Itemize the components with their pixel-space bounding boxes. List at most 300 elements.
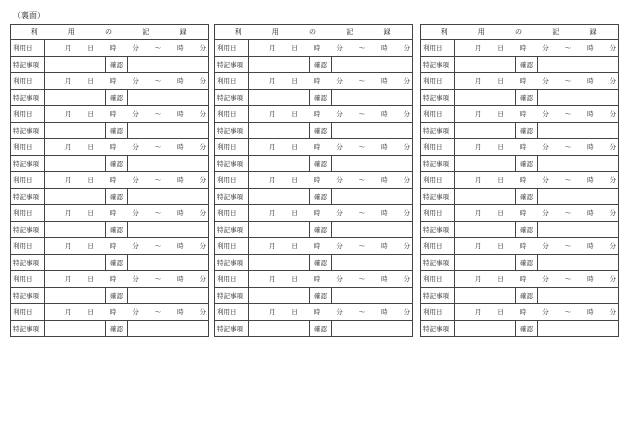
confirm-label: 確認: [310, 188, 332, 205]
time-unit-label: 〜: [154, 275, 162, 284]
special-notes-label: 特記事項: [421, 155, 455, 172]
confirm-field[interactable]: [538, 122, 619, 139]
time-unit-label: 分: [609, 110, 617, 119]
special-notes-label: 特記事項: [421, 221, 455, 238]
special-notes-field[interactable]: [249, 89, 310, 106]
time-unit-label: 時: [381, 77, 388, 86]
time-unit-label: 分: [542, 275, 549, 284]
time-unit-label: 月: [65, 209, 72, 218]
time-unit-label: 月: [65, 143, 72, 152]
time-unit-label: 月: [269, 77, 276, 86]
special-notes-label: 特記事項: [11, 89, 45, 106]
confirm-field[interactable]: [128, 89, 209, 106]
special-notes-field[interactable]: [249, 254, 310, 271]
confirm-label: 確認: [516, 287, 538, 304]
time-unit-label: 時: [381, 110, 388, 119]
time-unit-label: 日: [87, 143, 94, 152]
time-unit-label: 〜: [358, 209, 366, 218]
time-unit-label: 時: [381, 209, 388, 218]
time-unit-label: 分: [336, 308, 343, 317]
special-notes-field[interactable]: [45, 221, 106, 238]
confirm-field[interactable]: [538, 221, 619, 238]
special-notes-field[interactable]: [45, 122, 106, 139]
confirm-field[interactable]: [128, 221, 209, 238]
time-unit-label: 日: [87, 44, 94, 53]
use-date-label: 利用日: [421, 238, 455, 255]
confirm-field[interactable]: [332, 56, 413, 73]
confirm-field[interactable]: [332, 320, 413, 337]
confirm-label: 確認: [310, 56, 332, 73]
special-notes-field[interactable]: [455, 56, 516, 73]
confirm-field[interactable]: [128, 155, 209, 172]
special-notes-label: 特記事項: [11, 155, 45, 172]
use-date-label: 利用日: [421, 106, 455, 123]
time-unit-label: 日: [497, 176, 504, 185]
time-unit-label: 日: [291, 143, 298, 152]
special-notes-label: 特記事項: [11, 56, 45, 73]
time-unit-label: 時: [519, 77, 527, 86]
special-notes-field[interactable]: [455, 89, 516, 106]
use-date-label: 利用日: [11, 73, 45, 90]
use-date-time-field[interactable]: [45, 205, 209, 222]
confirm-label: 確認: [106, 188, 128, 205]
confirm-label: 確認: [106, 287, 128, 304]
use-date-time-field[interactable]: [455, 271, 619, 288]
time-unit-label: 時: [313, 242, 321, 251]
time-unit-label: 分: [542, 110, 549, 119]
special-notes-field[interactable]: [455, 287, 516, 304]
time-unit-label: 分: [132, 275, 139, 284]
use-date-time-field[interactable]: [249, 205, 413, 222]
confirm-field[interactable]: [128, 287, 209, 304]
special-notes-field[interactable]: [45, 287, 106, 304]
time-unit-label: 月: [65, 242, 72, 251]
use-date-label: 利用日: [215, 304, 249, 321]
time-unit-label: 時: [519, 275, 527, 284]
time-unit-label: 時: [109, 275, 117, 284]
table-title: 利 用 の 記 録: [421, 25, 619, 40]
use-date-time-field[interactable]: [249, 304, 413, 321]
time-unit-label: 〜: [358, 143, 366, 152]
time-unit-label: 分: [199, 77, 207, 86]
confirm-label: 確認: [106, 155, 128, 172]
confirm-field[interactable]: [332, 287, 413, 304]
time-unit-label: 時: [109, 44, 117, 53]
use-date-label: 利用日: [215, 106, 249, 123]
time-unit-label: 〜: [358, 77, 366, 86]
table-title: 利 用 の 記 録: [215, 25, 413, 40]
time-unit-label: 日: [87, 110, 94, 119]
time-unit-label: 月: [475, 176, 482, 185]
confirm-field[interactable]: [332, 155, 413, 172]
special-notes-field[interactable]: [249, 320, 310, 337]
confirm-field[interactable]: [538, 320, 619, 337]
time-unit-label: 分: [403, 143, 411, 152]
confirm-field[interactable]: [332, 188, 413, 205]
special-notes-field[interactable]: [249, 122, 310, 139]
time-unit-label: 〜: [564, 308, 572, 317]
confirm-label: 確認: [516, 320, 538, 337]
time-unit-label: 〜: [564, 77, 572, 86]
time-unit-label: 〜: [358, 110, 366, 119]
special-notes-label: 特記事項: [11, 122, 45, 139]
time-unit-label: 時: [177, 209, 184, 218]
time-unit-label: 時: [177, 275, 184, 284]
time-unit-label: 時: [177, 176, 184, 185]
time-unit-label: 分: [609, 275, 617, 284]
special-notes-label: 特記事項: [421, 254, 455, 271]
use-date-time-field[interactable]: [455, 106, 619, 123]
use-date-time-field[interactable]: [249, 271, 413, 288]
special-notes-field[interactable]: [45, 89, 106, 106]
use-date-time-field[interactable]: [455, 139, 619, 156]
time-unit-label: 分: [609, 77, 617, 86]
use-date-time-field[interactable]: [45, 238, 209, 255]
time-unit-label: 分: [199, 110, 207, 119]
time-unit-label: 時: [313, 176, 321, 185]
confirm-field[interactable]: [538, 89, 619, 106]
time-unit-label: 時: [177, 242, 184, 251]
confirm-field[interactable]: [128, 320, 209, 337]
use-date-time-field[interactable]: [249, 73, 413, 90]
time-unit-label: 分: [609, 143, 617, 152]
time-unit-label: 〜: [154, 308, 162, 317]
use-date-label: 利用日: [215, 73, 249, 90]
time-unit-label: 分: [542, 143, 549, 152]
back-side-note: （裏面）: [13, 11, 45, 20]
confirm-label: 確認: [516, 56, 538, 73]
time-unit-label: 時: [109, 308, 117, 317]
special-notes-field[interactable]: [249, 188, 310, 205]
time-unit-label: 月: [65, 44, 72, 53]
special-notes-label: 特記事項: [421, 188, 455, 205]
use-date-label: 利用日: [215, 172, 249, 189]
use-date-label: 利用日: [11, 304, 45, 321]
time-unit-label: 時: [177, 143, 184, 152]
use-date-label: 利用日: [11, 106, 45, 123]
time-unit-label: 時: [587, 176, 594, 185]
time-unit-label: 分: [542, 44, 549, 53]
time-unit-label: 分: [199, 209, 207, 218]
time-unit-label: 〜: [154, 176, 162, 185]
special-notes-label: 特記事項: [11, 188, 45, 205]
time-unit-label: 分: [403, 77, 411, 86]
time-unit-label: 分: [403, 176, 411, 185]
time-unit-label: 日: [87, 275, 94, 284]
time-unit-label: 時: [109, 77, 117, 86]
time-unit-label: 時: [313, 143, 321, 152]
time-unit-label: 分: [199, 44, 207, 53]
time-unit-label: 月: [269, 275, 276, 284]
use-date-time-field[interactable]: [249, 40, 413, 57]
time-unit-label: 分: [132, 77, 139, 86]
special-notes-label: 特記事項: [421, 287, 455, 304]
confirm-field[interactable]: [538, 287, 619, 304]
use-date-label: 利用日: [215, 205, 249, 222]
time-unit-label: 時: [109, 209, 117, 218]
time-unit-label: 時: [587, 44, 594, 53]
time-unit-label: 分: [199, 242, 207, 251]
confirm-label: 確認: [106, 122, 128, 139]
time-unit-label: 月: [475, 44, 482, 53]
confirm-field[interactable]: [538, 254, 619, 271]
time-unit-label: 〜: [564, 44, 572, 53]
time-unit-label: 月: [269, 209, 276, 218]
time-unit-label: 〜: [154, 209, 162, 218]
confirm-label: 確認: [106, 89, 128, 106]
use-date-label: 利用日: [11, 172, 45, 189]
time-unit-label: 〜: [564, 242, 572, 251]
time-unit-label: 日: [291, 308, 298, 317]
confirm-label: 確認: [310, 155, 332, 172]
time-unit-label: 分: [336, 44, 343, 53]
time-unit-label: 時: [177, 110, 184, 119]
time-unit-label: 月: [269, 308, 276, 317]
time-unit-label: 時: [587, 242, 594, 251]
confirm-field[interactable]: [538, 188, 619, 205]
confirm-label: 確認: [310, 254, 332, 271]
use-date-time-field[interactable]: [45, 73, 209, 90]
time-unit-label: 分: [199, 275, 207, 284]
time-unit-label: 〜: [564, 209, 572, 218]
time-unit-label: 時: [381, 242, 388, 251]
time-unit-label: 〜: [358, 44, 366, 53]
time-unit-label: 月: [475, 143, 482, 152]
confirm-field[interactable]: [332, 89, 413, 106]
time-unit-label: 〜: [154, 110, 162, 119]
usage-record-table: [420, 24, 619, 337]
time-unit-label: 分: [609, 209, 617, 218]
special-notes-field[interactable]: [249, 56, 310, 73]
use-date-time-field[interactable]: [249, 238, 413, 255]
use-date-label: 利用日: [11, 271, 45, 288]
special-notes-field[interactable]: [249, 155, 310, 172]
use-date-label: 利用日: [421, 172, 455, 189]
time-unit-label: 分: [336, 242, 343, 251]
special-notes-field[interactable]: [455, 320, 516, 337]
time-unit-label: 分: [336, 143, 343, 152]
special-notes-label: 特記事項: [215, 221, 249, 238]
time-unit-label: 月: [65, 275, 72, 284]
time-unit-label: 分: [609, 176, 617, 185]
use-date-time-field[interactable]: [455, 73, 619, 90]
use-date-time-field[interactable]: [455, 304, 619, 321]
time-unit-label: 時: [177, 308, 184, 317]
time-unit-label: 時: [313, 44, 321, 53]
time-unit-label: 〜: [154, 44, 162, 53]
time-unit-label: 日: [291, 275, 298, 284]
time-unit-label: 月: [269, 44, 276, 53]
special-notes-field[interactable]: [45, 254, 106, 271]
special-notes-field[interactable]: [45, 320, 106, 337]
time-unit-label: 日: [497, 44, 504, 53]
time-unit-label: 月: [65, 77, 72, 86]
time-unit-label: 日: [87, 209, 94, 218]
time-unit-label: 月: [269, 176, 276, 185]
time-unit-label: 分: [132, 308, 139, 317]
confirm-field[interactable]: [538, 155, 619, 172]
time-unit-label: 分: [132, 143, 139, 152]
time-unit-label: 日: [497, 275, 504, 284]
time-unit-label: 日: [497, 110, 504, 119]
use-date-time-field[interactable]: [45, 304, 209, 321]
use-date-time-field[interactable]: [249, 106, 413, 123]
special-notes-field[interactable]: [249, 287, 310, 304]
special-notes-field[interactable]: [455, 221, 516, 238]
use-date-time-field[interactable]: [455, 40, 619, 57]
usage-record-forms: [10, 24, 618, 333]
confirm-field[interactable]: [128, 254, 209, 271]
confirm-label: 確認: [516, 89, 538, 106]
time-unit-label: 時: [313, 77, 321, 86]
time-unit-label: 分: [336, 77, 343, 86]
time-unit-label: 時: [587, 209, 594, 218]
time-unit-label: 分: [403, 308, 411, 317]
special-notes-field[interactable]: [249, 221, 310, 238]
usage-record-table: [214, 24, 413, 337]
time-unit-label: 月: [475, 242, 482, 251]
confirm-field[interactable]: [332, 221, 413, 238]
confirm-label: 確認: [516, 122, 538, 139]
time-unit-label: 時: [109, 110, 117, 119]
special-notes-label: 特記事項: [421, 56, 455, 73]
use-date-time-field[interactable]: [455, 238, 619, 255]
time-unit-label: 分: [542, 176, 549, 185]
special-notes-field[interactable]: [455, 188, 516, 205]
time-unit-label: 日: [497, 209, 504, 218]
special-notes-field[interactable]: [455, 155, 516, 172]
special-notes-label: 特記事項: [215, 56, 249, 73]
confirm-field[interactable]: [332, 122, 413, 139]
time-unit-label: 〜: [564, 275, 572, 284]
special-notes-field[interactable]: [455, 122, 516, 139]
time-unit-label: 月: [475, 308, 482, 317]
time-unit-label: 分: [542, 209, 549, 218]
time-unit-label: 分: [542, 308, 549, 317]
time-unit-label: 時: [177, 77, 184, 86]
time-unit-label: 時: [519, 176, 527, 185]
confirm-field[interactable]: [332, 254, 413, 271]
time-unit-label: 日: [87, 242, 94, 251]
time-unit-label: 分: [132, 209, 139, 218]
use-date-time-field[interactable]: [45, 271, 209, 288]
use-date-time-field[interactable]: [45, 40, 209, 57]
time-unit-label: 時: [381, 275, 388, 284]
special-notes-label: 特記事項: [215, 89, 249, 106]
special-notes-label: 特記事項: [215, 188, 249, 205]
use-date-time-field[interactable]: [45, 106, 209, 123]
confirm-label: 確認: [516, 188, 538, 205]
usage-record-table: [10, 24, 209, 337]
time-unit-label: 月: [65, 110, 72, 119]
special-notes-label: 特記事項: [11, 221, 45, 238]
time-unit-label: 時: [313, 308, 321, 317]
time-unit-label: 月: [475, 77, 482, 86]
use-date-label: 利用日: [421, 73, 455, 90]
use-date-label: 利用日: [11, 205, 45, 222]
confirm-label: 確認: [106, 221, 128, 238]
use-date-time-field[interactable]: [249, 172, 413, 189]
use-date-label: 利用日: [421, 304, 455, 321]
confirm-label: 確認: [310, 122, 332, 139]
time-unit-label: 時: [519, 308, 527, 317]
time-unit-label: 分: [336, 275, 343, 284]
time-unit-label: 〜: [564, 143, 572, 152]
special-notes-label: 特記事項: [421, 89, 455, 106]
special-notes-label: 特記事項: [421, 122, 455, 139]
time-unit-label: 時: [109, 242, 117, 251]
time-unit-label: 〜: [358, 176, 366, 185]
time-unit-label: 分: [403, 242, 411, 251]
time-unit-label: 時: [313, 275, 321, 284]
special-notes-field[interactable]: [45, 188, 106, 205]
special-notes-field[interactable]: [455, 254, 516, 271]
time-unit-label: 時: [587, 275, 594, 284]
time-unit-label: 分: [403, 110, 411, 119]
time-unit-label: 分: [132, 110, 139, 119]
time-unit-label: 日: [497, 143, 504, 152]
use-date-time-field[interactable]: [455, 205, 619, 222]
time-unit-label: 月: [269, 110, 276, 119]
time-unit-label: 時: [587, 110, 594, 119]
time-unit-label: 分: [609, 44, 617, 53]
use-date-label: 利用日: [421, 40, 455, 57]
confirm-field[interactable]: [128, 122, 209, 139]
special-notes-field[interactable]: [45, 155, 106, 172]
confirm-field[interactable]: [128, 56, 209, 73]
time-unit-label: 日: [291, 77, 298, 86]
special-notes-field[interactable]: [45, 56, 106, 73]
use-date-label: 利用日: [215, 238, 249, 255]
time-unit-label: 月: [65, 308, 72, 317]
time-unit-label: 時: [381, 308, 388, 317]
use-date-label: 利用日: [11, 139, 45, 156]
time-unit-label: 時: [587, 308, 594, 317]
time-unit-label: 分: [609, 242, 617, 251]
use-date-label: 利用日: [215, 40, 249, 57]
use-date-time-field[interactable]: [45, 139, 209, 156]
use-date-time-field[interactable]: [455, 172, 619, 189]
confirm-field[interactable]: [538, 56, 619, 73]
confirm-field[interactable]: [128, 188, 209, 205]
time-unit-label: 月: [475, 110, 482, 119]
time-unit-label: 日: [291, 44, 298, 53]
time-unit-label: 〜: [564, 176, 572, 185]
time-unit-label: 分: [403, 209, 411, 218]
time-unit-label: 時: [381, 143, 388, 152]
time-unit-label: 〜: [154, 77, 162, 86]
confirm-label: 確認: [310, 320, 332, 337]
time-unit-label: 日: [87, 308, 94, 317]
time-unit-label: 分: [199, 308, 207, 317]
time-unit-label: 日: [291, 110, 298, 119]
time-unit-label: 時: [519, 110, 527, 119]
time-unit-label: 月: [269, 143, 276, 152]
time-unit-label: 分: [403, 275, 411, 284]
time-unit-label: 日: [87, 77, 94, 86]
time-unit-label: 月: [475, 275, 482, 284]
use-date-label: 利用日: [421, 139, 455, 156]
use-date-time-field[interactable]: [249, 139, 413, 156]
special-notes-label: 特記事項: [421, 320, 455, 337]
use-date-time-field[interactable]: [45, 172, 209, 189]
confirm-label: 確認: [106, 320, 128, 337]
time-unit-label: 時: [587, 143, 594, 152]
confirm-label: 確認: [310, 89, 332, 106]
confirm-label: 確認: [310, 221, 332, 238]
time-unit-label: 時: [109, 143, 117, 152]
time-unit-label: 〜: [358, 308, 366, 317]
